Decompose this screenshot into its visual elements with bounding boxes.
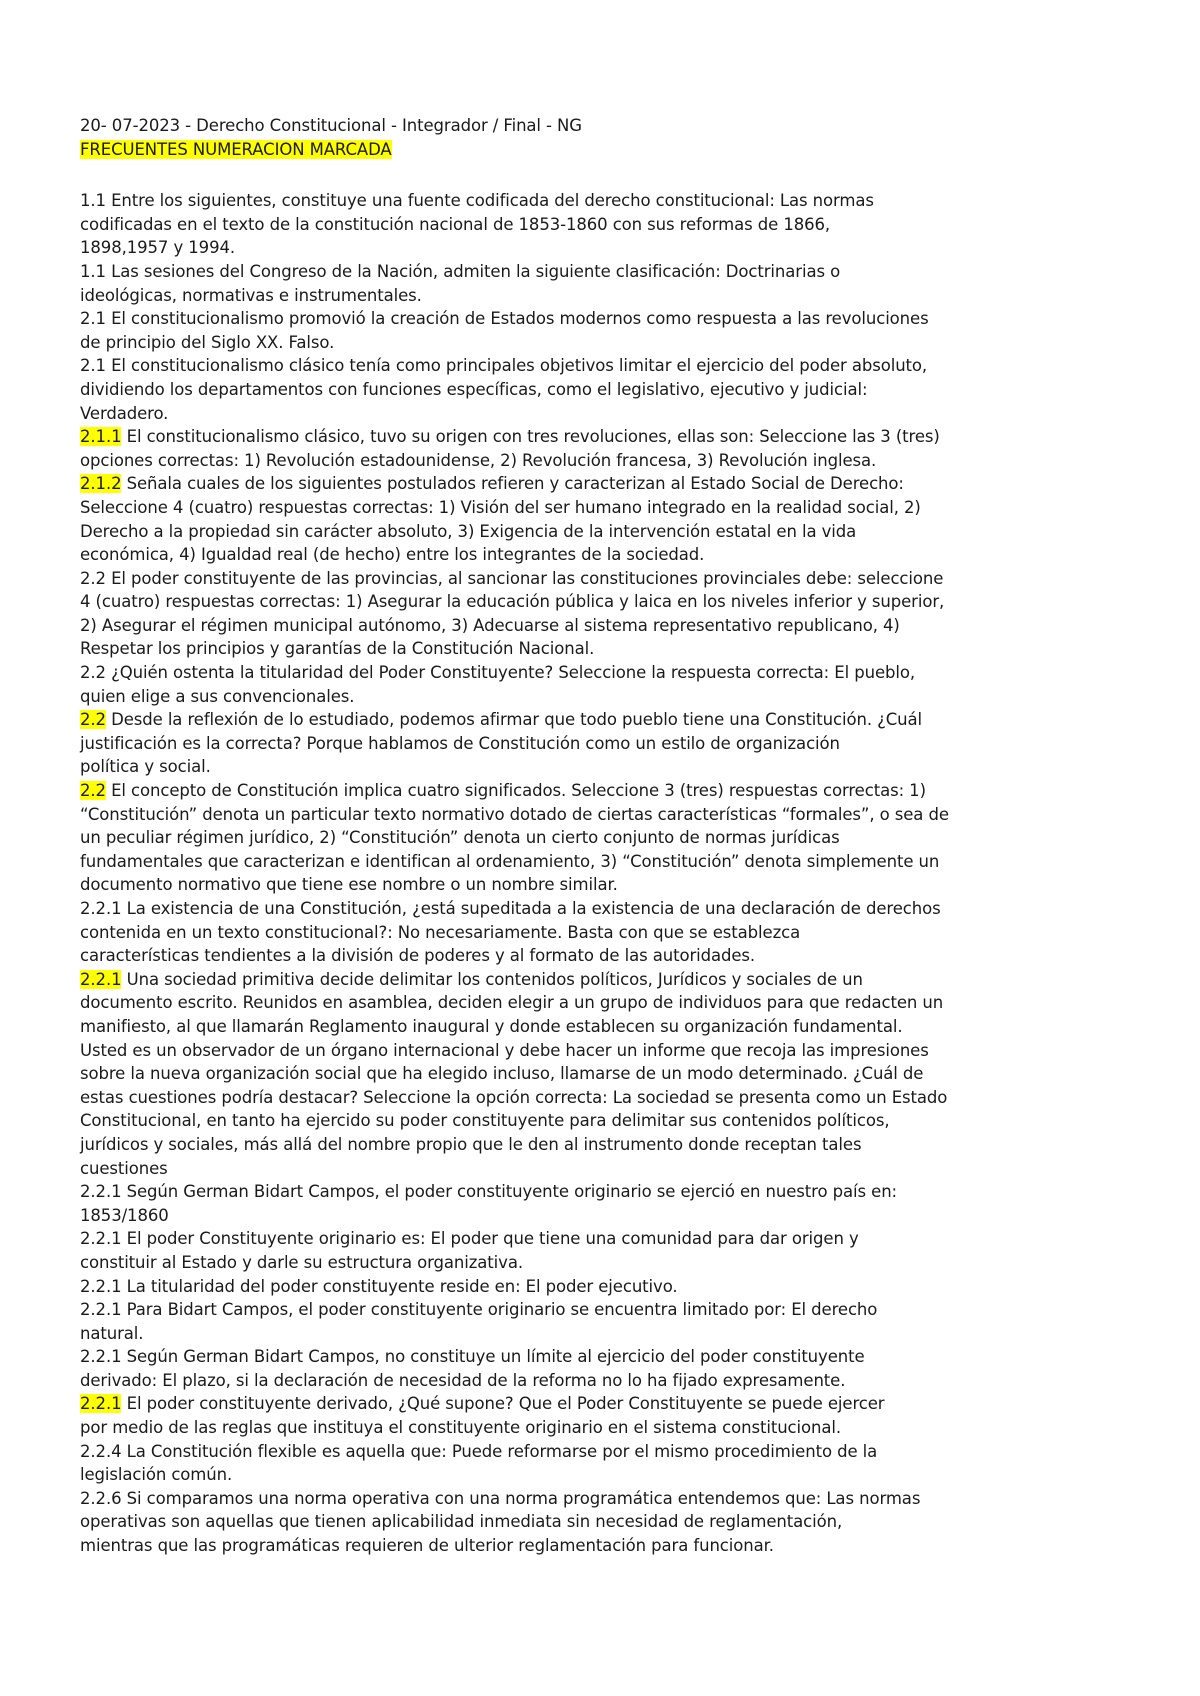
question-paragraph [80,779,1120,897]
question-text: Entre los siguientes, constituye una fuente codificada del derecho constitucional: Las normas [105,191,874,211]
question-text: El constitucionalismo clásico, tuvo su origen con tres revoluciones, ellas son: Seleccione las 3 (tres) [121,427,940,447]
question-paragraph [80,1440,1120,1487]
question-number: 2.2.1 [80,899,122,918]
paragraph-line [80,708,1120,732]
paragraph-line [80,1345,1120,1369]
question-number: 2.2 [80,568,106,588]
paragraph-line [80,496,1120,520]
question-number: 2.2.1 [80,1347,122,1367]
question-text: dividiendo los departamentos con funciones específicas, como el legislativo, ejecutivo y judicial: [80,379,868,399]
question-text: codificadas en el texto de la constitución nacional de 1853-1860 con sus reformas de 1866, [80,214,831,234]
paragraph-line [80,968,1120,992]
question-text: política y social. [80,757,211,777]
question-paragraph [80,189,1120,260]
question-number: 2.2.1 [80,1182,122,1202]
paragraph-line [80,685,1120,709]
paragraph-line [80,921,1120,945]
question-text: características tendientes a la división de poderes y al formato de las autoridades. [80,946,756,966]
paragraph-line [80,1275,1120,1299]
question-text: constituir al Estado y darle su estructura organizativa. [80,1252,523,1272]
paragraph-line [80,1487,1120,1511]
question-text: El constitucionalismo promovió la creación de Estados modernos como respuesta a las revoluciones [105,309,929,329]
question-number: 2.2.4 [80,1441,122,1461]
question-text: Seleccione 4 (cuatro) respuestas correctas: 1) Visión del ser humano integrado en la realidad social, 2) [80,497,921,517]
paragraph-line [80,236,1120,260]
question-paragraph [80,1180,1120,1227]
paragraph-line [80,260,1120,284]
paragraph-line [80,189,1120,213]
paragraph-line [80,897,1120,921]
question-number: 2.2 [80,781,106,801]
paragraph-line [80,991,1120,1015]
question-paragraph [80,897,1120,968]
question-text: Verdadero. [80,403,169,423]
question-text: 1898,1957 y 1994. [80,238,236,258]
question-text: natural. [80,1323,144,1343]
question-number: 2.1.2 [80,474,122,494]
question-text: documento normativo que tiene ese nombre o un nombre similar. [80,875,618,895]
question-number: 2.2 [80,710,106,730]
question-paragraph [80,1487,1120,1558]
paragraph-line [80,1463,1120,1487]
question-text: “Constitución” denota un particular texto normativo dotado de ciertas características “formales”, o sea de [80,804,949,824]
question-number: 2.2.1 [80,1394,122,1414]
blank-line [80,161,1120,189]
question-text: jurídicos y sociales, más allá del nombre propio que le den al instrumento donde receptan tales [80,1134,862,1154]
question-number: 2.2.1 [80,1229,122,1249]
question-text: fundamentales que caracterizan e identifican al ordenamiento, 3) “Constitución” denota simplemente un [80,851,940,871]
question-paragraph [80,260,1120,307]
paragraph-line [80,590,1120,614]
question-paragraph [80,1275,1120,1299]
question-paragraph [80,354,1120,425]
question-paragraph [80,472,1120,566]
paragraph-line [80,331,1120,355]
question-number: 2.1.1 [80,427,122,447]
paragraph-line [80,1298,1120,1322]
paragraph-line [80,378,1120,402]
paragraph-line [80,1157,1120,1181]
question-text: un peculiar régimen jurídico, 2) “Constitución” denota un cierto conjunto de normas jurídicas [80,828,840,848]
question-text: El concepto de Constitución implica cuatro significados. Seleccione 3 (tres) respuestas correctas: 1) [105,781,926,801]
paragraph-line [80,1086,1120,1110]
paragraph-line [80,213,1120,237]
question-text: manifiesto, al que llamarán Reglamento inaugural y donde establecen su organización fundamental. [80,1016,903,1036]
paragraph-line [80,803,1120,827]
question-text: Derecho a la propiedad sin carácter absoluto, 3) Exigencia de la intervención estatal en la vida [80,521,857,541]
question-text: El poder constituyente de las provincias, al sancionar las constituciones provinciales debe: seleccione [105,568,944,588]
paragraph-line [80,1039,1120,1063]
question-text: Para Bidart Campos, el poder constituyente originario se encuentra limitado por: El derecho [121,1300,878,1320]
question-text: La Constitución flexible es aquella que: Puede reformarse por el mismo procedimiento de la [121,1441,878,1461]
paragraph-line [80,1534,1120,1558]
paragraph-line [80,307,1120,331]
question-paragraph [80,425,1120,472]
paragraph-line [80,1062,1120,1086]
paragraph-line [80,1322,1120,1346]
question-number: 2.2.1 [80,969,122,989]
question-number: 2.2.1 [80,1276,122,1296]
question-text: quien elige a sus convencionales. [80,686,355,706]
question-text: económica, 4) Igualdad real (de hecho) entre los integrantes de la sociedad. [80,545,705,565]
paragraph-line [80,637,1120,661]
question-text: Según German Bidart Campos, el poder constituyente originario se ejerció en nuestro país en: [121,1182,898,1202]
question-number: 2.2.1 [80,1300,122,1320]
document-title: 20- 07-2023 - Derecho Constitucional - Integrador / Final - NG [80,116,582,135]
question-paragraph [80,1298,1120,1345]
question-text: operativas son aquellas que tienen aplicabilidad inmediata sin necesidad de reglamentación, [80,1512,843,1532]
paragraph-line [80,661,1120,685]
question-paragraph [80,307,1120,354]
question-text: Según German Bidart Campos, no constituye un límite al ejercicio del poder constituyente [121,1347,865,1367]
question-text: estas cuestiones podría destacar? Seleccione la opción correcta: La sociedad se presenta como un Estado [80,1087,948,1107]
question-text: La titularidad del poder constituyente reside en: El poder ejecutivo. [121,1276,678,1296]
paragraph-line [80,850,1120,874]
paragraph-line [80,1180,1120,1204]
paragraph-line [80,1251,1120,1275]
paragraph-line [80,732,1120,756]
paragraph-line [80,1133,1120,1157]
paragraph-line [80,1227,1120,1251]
paragraph-line [80,944,1120,968]
question-number: 2.1 [80,309,106,329]
paragraph-line [80,779,1120,803]
question-text: Señala cuales de los siguientes postulados refieren y caracterizan al Estado Social de Derecho: [121,474,904,494]
paragraph-line [80,873,1120,897]
question-number: 2.2.6 [80,1488,122,1508]
question-paragraph [80,1227,1120,1274]
paragraph-line [80,284,1120,308]
paragraph-line [80,614,1120,638]
question-text: contenida en un texto constitucional?: No necesariamente. Basta con que se establezca [80,922,801,942]
question-text: documento escrito. Reunidos en asamblea, deciden elegir a un grupo de individuos para que redacten un [80,993,944,1013]
document-subtitle: FRECUENTES NUMERACION MARCADA [80,139,392,159]
paragraph-line [80,826,1120,850]
question-paragraph [80,1345,1120,1392]
paragraph-line [80,449,1120,473]
question-text: El poder Constituyente originario es: El poder que tiene una comunidad para dar origen y [121,1229,859,1249]
question-text: legislación común. [80,1465,233,1485]
paragraph-line [80,1369,1120,1393]
question-text: derivado: El plazo, si la declaración de necesidad de la reforma no lo ha fijado expresamente. [80,1370,846,1390]
question-text: Desde la reflexión de lo estudiado, podemos afirmar que todo pueblo tiene una Constitución. ¿Cuál [105,710,923,730]
question-number: 1.1 [80,261,106,281]
paragraph-line [80,1440,1120,1464]
question-number: 2.1 [80,356,106,376]
paragraph-line [80,1510,1120,1534]
document-page [80,114,1120,1558]
question-text: Las sesiones del Congreso de la Nación, admiten la siguiente clasificación: Doctrinarias o [105,261,841,281]
question-text: cuestiones [80,1158,168,1178]
paragraph-line [80,1416,1120,1440]
question-paragraph [80,661,1120,708]
paragraph-line [80,1392,1120,1416]
question-number: 2.2 [80,663,106,683]
question-text: de principio del Siglo XX. Falso. [80,332,335,352]
question-text: justificación es la correcta? Porque hablamos de Constitución como un estilo de organización [80,733,840,753]
paragraph-line [80,354,1120,378]
paragraph-line [80,567,1120,591]
question-paragraph [80,1392,1120,1439]
question-text: sobre la nueva organización social que ha elegido incluso, llamarse de un modo determinado. ¿Cuál de [80,1064,924,1084]
question-text: Una sociedad primitiva decide delimitar los contenidos políticos, Jurídicos y sociales de un [121,969,863,989]
paragraph-line [80,1109,1120,1133]
question-paragraph [80,567,1120,661]
question-text: mientras que las programáticas requieren de ulterior reglamentación para funcionar. [80,1536,774,1556]
question-text: La existencia de una Constitución, ¿está supeditada a la existencia de una declaración de derechos [121,899,941,918]
question-text: El poder constituyente derivado, ¿Qué supone? Que el Poder Constituyente se puede ejercer [121,1394,885,1414]
question-text: Usted es un observador de un órgano internacional y debe hacer un informe que recoja las impresiones [80,1040,929,1060]
question-number: 1.1 [80,191,106,211]
question-text: Si comparamos una norma operativa con una norma programática entendemos que: Las normas [121,1488,921,1508]
paragraph-line [80,755,1120,779]
paragraph-line [80,1204,1120,1228]
paragraph-line [80,425,1120,449]
question-text: Constitucional, en tanto ha ejercido su poder constituyente para delimitar sus contenidos políticos, [80,1111,890,1131]
question-text: 1853/1860 [80,1205,169,1225]
question-text: 2) Asegurar el régimen municipal autónomo, 3) Adecuarse al sistema representativo republicano, 4) [80,615,900,635]
question-text: El constitucionalismo clásico tenía como principales objetivos limitar el ejercicio del poder absoluto, [105,356,928,376]
paragraph-line [80,520,1120,544]
paragraph-line [80,543,1120,567]
question-paragraph [80,968,1120,1180]
paragraph-line [80,472,1120,496]
question-text: 4 (cuatro) respuestas correctas: 1) Asegurar la educación pública y laica en los niveles inferior y superior, [80,592,945,612]
question-text: por medio de las reglas que instituya el constituyente originario en el sistema constitucional. [80,1418,842,1438]
question-text: Respetar los principios y garantías de la Constitución Nacional. [80,639,595,659]
question-text: ¿Quién ostenta la titularidad del Poder Constituyente? Seleccione la respuesta correcta: El pueblo, [105,663,916,683]
question-paragraph [80,708,1120,779]
question-text: ideológicas, normativas e instrumentales. [80,285,422,305]
paragraph-line [80,1015,1120,1039]
question-list [80,189,1120,1557]
paragraph-line [80,402,1120,426]
question-text: opciones correctas: 1) Revolución estadounidense, 2) Revolución francesa, 3) Revolución inglesa. [80,450,877,470]
